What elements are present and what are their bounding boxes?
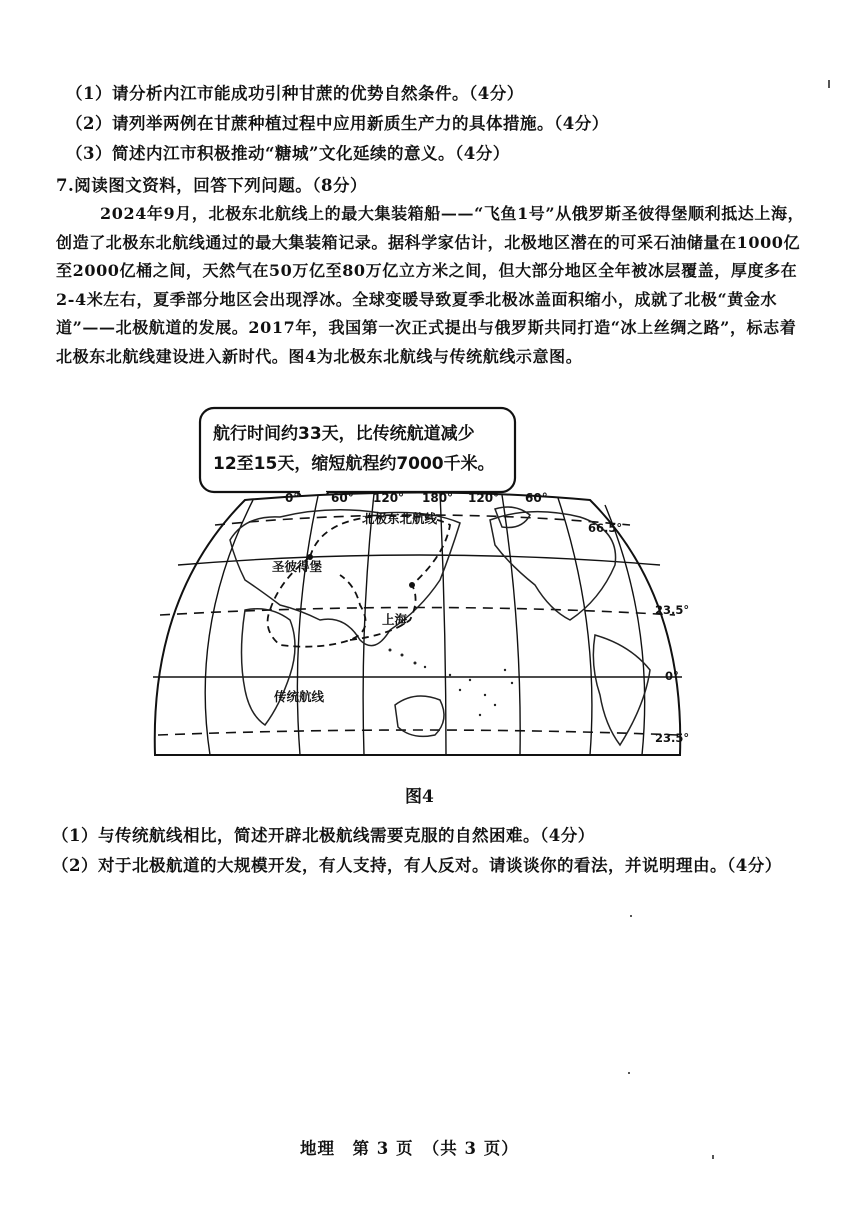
label-shanghai: 上海 — [382, 612, 408, 627]
lon-label-120e: 120° — [373, 491, 405, 505]
callout-text-line-2: 12至15天，缩短航程约7000千米。 — [213, 454, 495, 474]
question-7-title: 7.阅读图文资料，回答下列问题。（8分） — [56, 176, 367, 195]
label-arctic-northeast-route: 北极东北航线 — [362, 511, 438, 526]
question-7-part-2: （2）对于北极航道的大规模开发，有人支持，有人反对。请谈谈你的看法，并说明理由。（4分） — [52, 856, 782, 875]
scan-speck — [828, 80, 830, 88]
lat-label-23-5n: 23.5° — [655, 603, 690, 617]
figure-caption: 图4 — [405, 787, 434, 807]
scan-speck — [630, 915, 632, 917]
page-footer: 地理 第 3 页 （共 3 页） — [300, 1139, 519, 1158]
lat-label-equator: 0° — [665, 669, 679, 683]
callout-text-line-1: 航行时间约33天，比传统航道减少 — [213, 424, 475, 444]
question-6-part-3: （3）简述内江市积极推动“糖城”文化延续的意义。（4分） — [66, 144, 510, 163]
label-st-petersburg: 圣彼得堡 — [272, 559, 323, 574]
scan-speck — [628, 1072, 630, 1074]
lon-label-60e: 60° — [331, 491, 354, 505]
question-7-passage: 2024年9月，北极东北航线上的最大集装箱船——“飞鱼1号”从俄罗斯圣彼得堡顺利抵达上海，创造了北极东北航线通过的最大集装箱记录。据科学家估计，北极地区潜在的可采石油储量在1000亿至2000亿桶之间，天然气在50万亿至80万亿立方米之间，但大部分地区全年被冰层覆盖，厚度多在2-4米左右，夏季部分地区会出现浮冰。全球变暖导致夏季北极冰盖面积缩小，成就了北极“黄金水道”——北极航道的发展。2017年，我国第一次正式提出与俄罗斯共同打造“冰上丝绸之路”，标志着北极东北航线建设进入新时代。图4为北极东北航线与传统航线示意图。 — [56, 204, 805, 366]
lon-label-60w: 60° — [525, 491, 548, 505]
lat-label-23-5s: 23.5° — [655, 731, 690, 745]
world-map-figure — [150, 405, 690, 765]
label-traditional-route: 传统航线 — [274, 689, 325, 704]
shanghai-marker — [409, 582, 415, 588]
lon-label-180: 180° — [422, 491, 454, 505]
lon-label-120w: 120° — [468, 491, 500, 505]
lat-label-66-5n: 66.5° — [588, 521, 623, 535]
question-7-part-1: （1）与传统航线相比，简述开辟北极航线需要克服的自然困难。（4分） — [52, 826, 595, 845]
lon-label-0: 0° — [285, 491, 300, 505]
question-6-part-1: （1）请分析内江市能成功引种甘蔗的优势自然条件。（4分） — [66, 84, 524, 103]
question-6-part-2: （2）请列举两例在甘蔗种植过程中应用新质生产力的具体措施。（4分） — [66, 114, 609, 133]
scan-speck — [712, 1155, 714, 1159]
